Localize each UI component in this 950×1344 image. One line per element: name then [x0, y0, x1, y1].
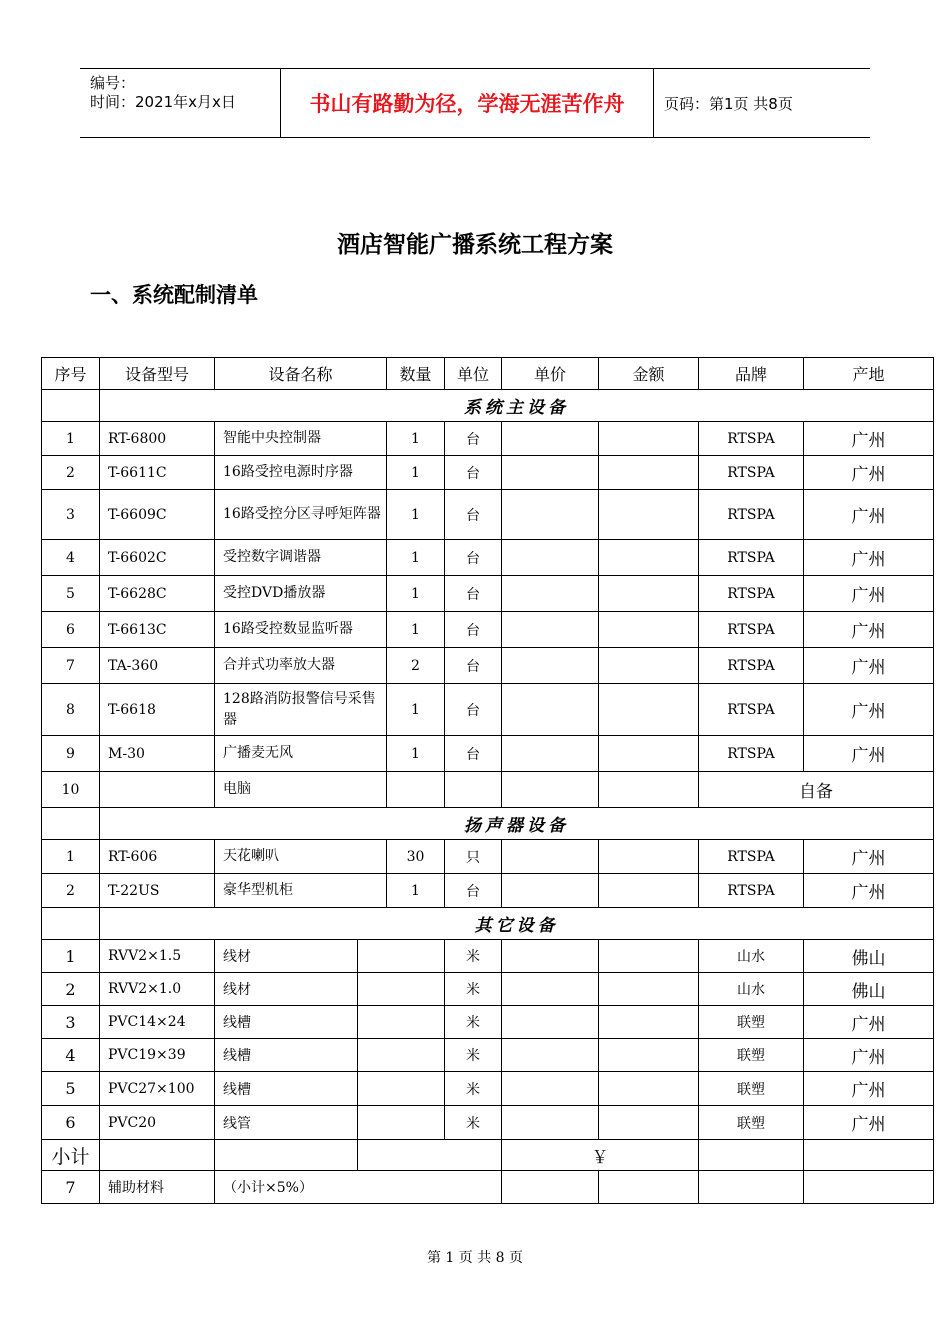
subtotal-blank [699, 1140, 804, 1171]
origin-cell: 广州 [804, 490, 934, 540]
row-number: 1 [42, 422, 100, 456]
amount-cell [599, 1171, 699, 1204]
origin-cell: 广州 [804, 540, 934, 576]
quantity-cell: 30 [387, 840, 445, 874]
table-row [42, 684, 934, 736]
row-number: 10 [42, 772, 100, 808]
amount-cell [599, 540, 699, 576]
name-cell: 辅助材料 [100, 1171, 215, 1204]
unit-cell: 台 [445, 456, 502, 490]
price-cell [502, 1072, 599, 1106]
name-cell: 豪华型机柜 [215, 874, 387, 908]
group-blank-cell [42, 390, 100, 422]
quantity-cell: 1 [387, 422, 445, 456]
model-cell: T-6602C [100, 540, 215, 576]
name-cell: 线槽 [215, 1072, 358, 1106]
row-number: 8 [42, 684, 100, 736]
brand-cell: RTSPA [699, 422, 804, 456]
quantity-cell: 1 [387, 576, 445, 612]
model-cell: RT-6800 [100, 422, 215, 456]
model-cell: PVC14×24 [100, 1006, 215, 1039]
model-cell: T-6613C [100, 612, 215, 648]
origin-cell: 广州 [804, 736, 934, 772]
model-cell: T-6628C [100, 576, 215, 612]
price-cell [502, 648, 599, 684]
amount-cell [599, 648, 699, 684]
model-cell: T-6611C [100, 456, 215, 490]
model-cell: PVC19×39 [100, 1039, 215, 1072]
row-number: 9 [42, 736, 100, 772]
quantity-cell [358, 1106, 445, 1140]
unit-cell: 台 [445, 648, 502, 684]
brand-cell: 山水 [699, 973, 804, 1006]
group-title: 其它设备 [100, 908, 934, 940]
table-header-row [42, 358, 934, 390]
table-row [42, 736, 934, 772]
price-cell [502, 684, 599, 736]
price-cell [502, 576, 599, 612]
row-number: 2 [42, 456, 100, 490]
row-number: 2 [42, 973, 100, 1006]
quantity-cell: 1 [387, 874, 445, 908]
self-provided-cell: 自备 [699, 772, 934, 808]
table-row [42, 840, 934, 874]
table-row [42, 540, 934, 576]
name-cell: 线槽 [215, 1006, 358, 1039]
model-cell: RVV2×1.5 [100, 940, 215, 973]
quantity-cell: 1 [387, 612, 445, 648]
subtotal-blank [215, 1140, 358, 1171]
name-cell: 16路受控电源时序器 [215, 456, 387, 490]
subtotal-blank [804, 1140, 934, 1171]
row-number: 7 [42, 1171, 100, 1204]
brand-cell: 联塑 [699, 1072, 804, 1106]
price-cell [502, 1171, 599, 1204]
quantity-cell: 1 [387, 490, 445, 540]
table-row [42, 772, 934, 808]
price-cell [502, 736, 599, 772]
origin-cell: 广州 [804, 1106, 934, 1140]
amount-cell [599, 456, 699, 490]
model-cell: RT-606 [100, 840, 215, 874]
origin-cell: 广州 [804, 612, 934, 648]
brand-cell: 联塑 [699, 1039, 804, 1072]
unit-cell: 米 [445, 1106, 502, 1140]
row-number: 4 [42, 540, 100, 576]
price-cell [502, 973, 599, 1006]
table-row [42, 973, 934, 1006]
price-cell [502, 874, 599, 908]
origin-cell: 广州 [804, 1072, 934, 1106]
name-cell: 电脑 [215, 772, 387, 808]
amount-cell [599, 422, 699, 456]
quantity-cell: 2 [387, 648, 445, 684]
brand-cell: RTSPA [699, 612, 804, 648]
table-row [42, 422, 934, 456]
origin-cell: 广州 [804, 576, 934, 612]
model-cell [100, 772, 215, 808]
model-cell: PVC20 [100, 1106, 215, 1140]
row-number: 2 [42, 874, 100, 908]
name-cell: 线管 [215, 1106, 358, 1140]
amount-cell [599, 940, 699, 973]
amount-cell [599, 874, 699, 908]
unit-cell: 米 [445, 1006, 502, 1039]
group-header-row [42, 908, 934, 940]
group-blank-cell [42, 808, 100, 840]
header-page-info: 页码：第1页 共8页 [664, 94, 793, 113]
header-meta [80, 69, 281, 137]
amount-cell [599, 973, 699, 1006]
brand-cell: 山水 [699, 940, 804, 973]
origin-cell [804, 1171, 934, 1204]
column-header: 设备型号 [100, 358, 215, 390]
brand-cell [699, 1171, 804, 1204]
quantity-cell: 1 [387, 456, 445, 490]
table-row [42, 1072, 934, 1106]
subtotal-row [42, 1140, 934, 1171]
price-cell [502, 422, 599, 456]
origin-cell: 广州 [804, 648, 934, 684]
quantity-cell [358, 1072, 445, 1106]
name-cell: 广播麦无风 [215, 736, 387, 772]
unit-cell: 台 [445, 422, 502, 456]
model-cell: PVC27×100 [100, 1072, 215, 1106]
model-cell: T-6609C [100, 490, 215, 540]
origin-cell: 广州 [804, 1006, 934, 1039]
brand-cell: RTSPA [699, 840, 804, 874]
price-cell [502, 540, 599, 576]
column-header: 金额 [599, 358, 699, 390]
quantity-cell: 1 [387, 736, 445, 772]
model-cell: M-30 [100, 736, 215, 772]
number-label: 编号： [90, 74, 136, 92]
table-row [42, 576, 934, 612]
brand-cell: RTSPA [699, 874, 804, 908]
table-row [42, 1106, 934, 1140]
name-cell: 受控DVD播放器 [215, 576, 387, 612]
brand-cell: 联塑 [699, 1106, 804, 1140]
unit-cell: 米 [445, 940, 502, 973]
amount-cell [599, 490, 699, 540]
name-cell: 天花喇叭 [215, 840, 387, 874]
unit-cell: 米 [445, 1072, 502, 1106]
quantity-cell [358, 940, 445, 973]
row-number: 3 [42, 1006, 100, 1039]
amount-cell [599, 576, 699, 612]
model-cell: T-6618 [100, 684, 215, 736]
origin-cell: 广州 [804, 1039, 934, 1072]
price-cell [502, 1006, 599, 1039]
unit-cell: 台 [445, 540, 502, 576]
row-number: 4 [42, 1039, 100, 1072]
name-cell: 128路消防报警信号采售器 [215, 684, 387, 736]
column-header: 数量 [387, 358, 445, 390]
row-number: 7 [42, 648, 100, 684]
column-header: 品牌 [699, 358, 804, 390]
model-cell: RVV2×1.0 [100, 973, 215, 1006]
name-cell: 线材 [215, 940, 358, 973]
time-label: 时间：2021年x月x日 [90, 93, 236, 111]
name-cell: 16路受控分区寻呼矩阵器 [215, 490, 387, 540]
unit-cell: 米 [445, 973, 502, 1006]
price-cell [502, 456, 599, 490]
quantity-cell [358, 1006, 445, 1039]
row-number: 5 [42, 576, 100, 612]
brand-cell: RTSPA [699, 648, 804, 684]
table-row [42, 1039, 934, 1072]
equipment-table [41, 357, 934, 1204]
origin-cell: 广州 [804, 422, 934, 456]
auxiliary-row [42, 1171, 934, 1204]
quantity-cell [358, 973, 445, 1006]
price-cell [502, 490, 599, 540]
name-cell: 16路受控数显监听器 [215, 612, 387, 648]
unit-cell: 台 [445, 612, 502, 648]
origin-cell: 佛山 [804, 940, 934, 973]
unit-cell: 台 [445, 576, 502, 612]
model-cell: T-22US [100, 874, 215, 908]
price-cell [502, 612, 599, 648]
table-row [42, 612, 934, 648]
page-header [80, 68, 870, 138]
brand-cell: 联塑 [699, 1006, 804, 1039]
origin-cell: 广州 [804, 684, 934, 736]
row-number: 6 [42, 1106, 100, 1140]
amount-cell [599, 840, 699, 874]
subtotal-label: 小计 [42, 1140, 100, 1171]
price-cell [502, 1106, 599, 1140]
amount-cell [599, 772, 699, 808]
aux-desc-cell: （小计×5%） [215, 1171, 502, 1204]
group-header-row [42, 390, 934, 422]
quantity-cell: 1 [387, 684, 445, 736]
unit-cell: 只 [445, 840, 502, 874]
column-header: 设备名称 [215, 358, 387, 390]
column-header: 产地 [804, 358, 934, 390]
table-row [42, 874, 934, 908]
group-title: 系统主设备 [100, 390, 934, 422]
subtotal-blank [100, 1140, 215, 1171]
unit-cell: 台 [445, 684, 502, 736]
unit-cell: 台 [445, 490, 502, 540]
page-footer: 第 1 页 共 8 页 [426, 1250, 524, 1266]
table-row [42, 940, 934, 973]
row-number: 6 [42, 612, 100, 648]
group-title: 扬声器设备 [100, 808, 934, 840]
header-motto: 书山有路勤为径，学海无涯苦作舟 [281, 69, 654, 137]
unit-cell: 台 [445, 736, 502, 772]
origin-cell: 广州 [804, 874, 934, 908]
group-blank-cell [42, 908, 100, 940]
table-row [42, 456, 934, 490]
brand-cell: RTSPA [699, 540, 804, 576]
price-cell [502, 840, 599, 874]
amount-cell [599, 1072, 699, 1106]
row-number: 3 [42, 490, 100, 540]
subtotal-blank [358, 1140, 502, 1171]
origin-cell: 广州 [804, 840, 934, 874]
unit-cell [445, 772, 502, 808]
brand-cell: RTSPA [699, 576, 804, 612]
amount-cell [599, 1039, 699, 1072]
origin-cell: 佛山 [804, 973, 934, 1006]
price-cell [502, 940, 599, 973]
amount-cell [599, 612, 699, 648]
table-row [42, 1006, 934, 1039]
quantity-cell [387, 772, 445, 808]
column-header: 单位 [445, 358, 502, 390]
name-cell: 合并式功率放大器 [215, 648, 387, 684]
name-cell: 智能中央控制器 [215, 422, 387, 456]
name-cell: 线槽 [215, 1039, 358, 1072]
brand-cell: RTSPA [699, 736, 804, 772]
quantity-cell [358, 1039, 445, 1072]
column-header: 序号 [42, 358, 100, 390]
unit-cell: 台 [445, 874, 502, 908]
name-cell: 线材 [215, 973, 358, 1006]
amount-cell [599, 1106, 699, 1140]
document-title: 酒店智能广播系统工程方案 [337, 231, 613, 258]
origin-cell: 广州 [804, 456, 934, 490]
amount-cell [599, 736, 699, 772]
name-cell: 受控数字调谐器 [215, 540, 387, 576]
table-row [42, 490, 934, 540]
section-title: 一、系统配制清单 [90, 283, 258, 307]
price-cell [502, 772, 599, 808]
row-number: 1 [42, 840, 100, 874]
group-header-row [42, 808, 934, 840]
quantity-cell: 1 [387, 540, 445, 576]
subtotal-amount: ￥ [502, 1140, 699, 1171]
row-number: 1 [42, 940, 100, 973]
amount-cell [599, 1006, 699, 1039]
table-row [42, 648, 934, 684]
row-number: 5 [42, 1072, 100, 1106]
unit-cell: 米 [445, 1039, 502, 1072]
brand-cell: RTSPA [699, 490, 804, 540]
brand-cell: RTSPA [699, 456, 804, 490]
amount-cell [599, 684, 699, 736]
column-header: 单价 [502, 358, 599, 390]
price-cell [502, 1039, 599, 1072]
brand-cell: RTSPA [699, 684, 804, 736]
model-cell: TA-360 [100, 648, 215, 684]
